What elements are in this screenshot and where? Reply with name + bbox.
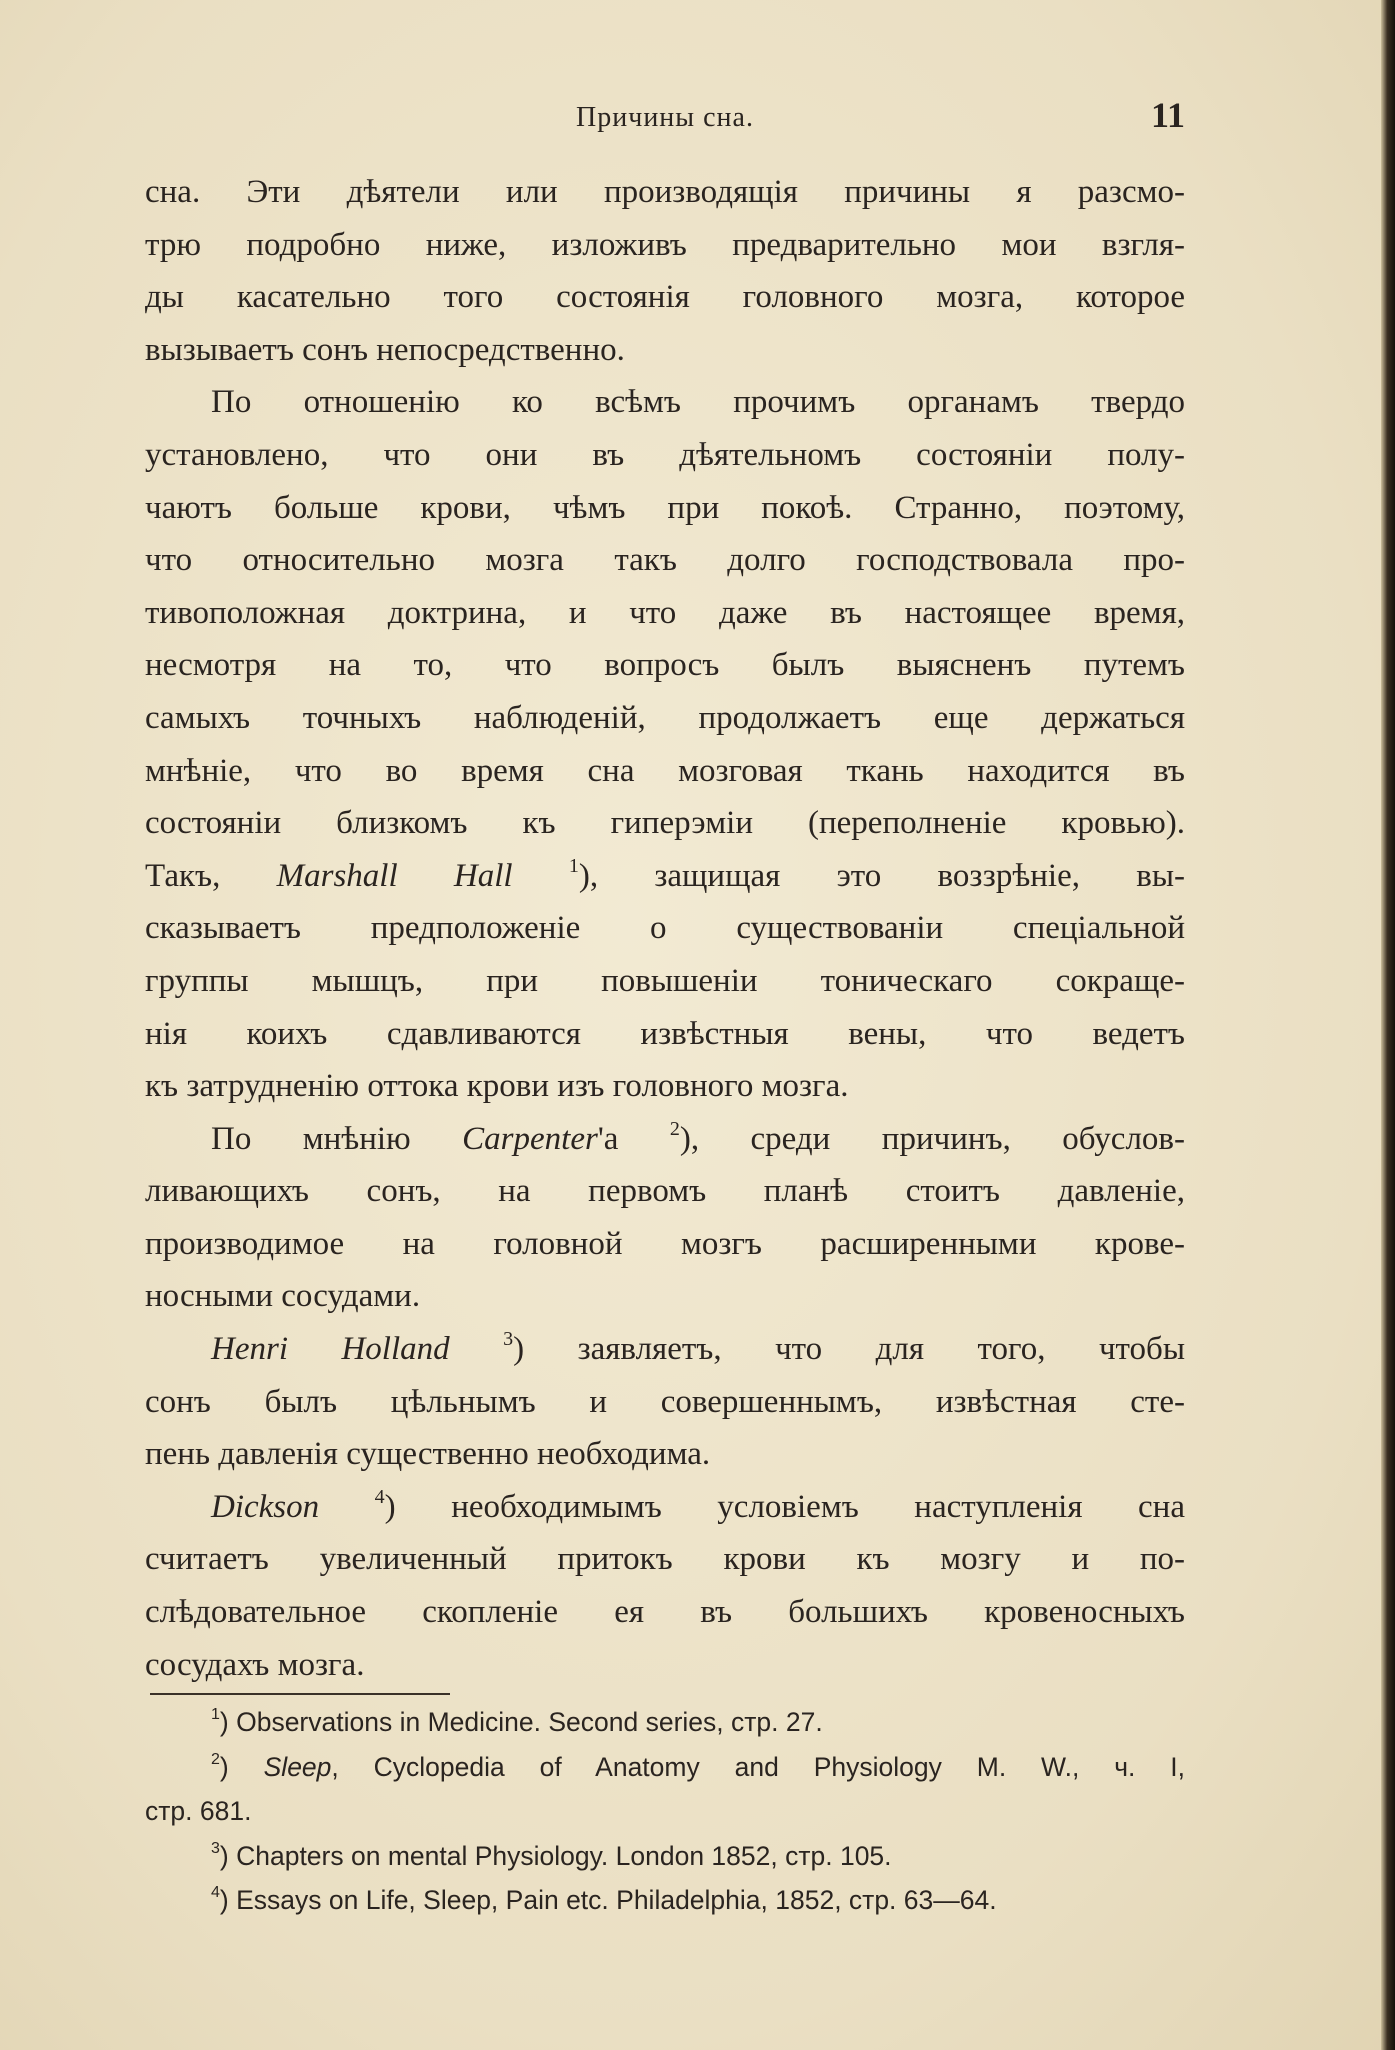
footnote-separator — [150, 1693, 450, 1695]
text-line: сонъ былъ цѣльнымъ и совершеннымъ, извѣстная сте- — [145, 1383, 1185, 1420]
footnote — [145, 1878, 1185, 1923]
footnote — [145, 1700, 1185, 1745]
footnote-text: ) Chapters on mental Physiology. London 1852, стр. 105. — [219, 1840, 892, 1871]
text-line: ливающихъ сонъ, на первомъ планѣ стоитъ давленіе, — [145, 1173, 1185, 1210]
text-line: установлено, что они въ дѣятельномъ состояніи полу- — [145, 436, 1185, 473]
text-line: несмотря на то, что вопросъ былъ выясненъ путемъ — [145, 647, 1185, 684]
text-line: сосудахъ мозга. — [145, 1646, 365, 1683]
text-run: По мнѣнію — [211, 1120, 411, 1157]
text-line: ды касательно того состоянія головного мозга, которое — [145, 279, 1185, 316]
text-line — [145, 1113, 1185, 1166]
footnote-title: Sleep — [263, 1751, 332, 1782]
footnote-ref: 3 — [503, 1328, 514, 1351]
text-line: носными сосудами. — [145, 1278, 421, 1315]
running-head: Причины сна. — [576, 102, 754, 133]
text-line: нія коихъ сдавливаются извѣстныя вены, что ведетъ — [145, 1015, 1185, 1052]
text-run: ) необходимымъ условіемъ наступленія сна — [384, 1488, 1185, 1525]
text-run: Такъ, — [145, 857, 221, 894]
text-line: самыхъ точныхъ наблюденій, продолжаетъ еще держаться — [145, 699, 1185, 736]
text-line: группы мышцъ, при повышеніи тоническаго сокраще- — [145, 962, 1185, 999]
text-line: трю подробно ниже, изложивъ предварительно мои взгля- — [145, 226, 1185, 263]
text-line: По отношенію ко всѣмъ прочимъ органамъ твердо — [211, 384, 1185, 421]
text-line: состояніи близкомъ къ гиперэміи (переполненіе кровью). — [145, 805, 1185, 842]
footnotes — [145, 1700, 1185, 1923]
text-line: слѣдовательное скопленіе ея въ большихъ кровеносныхъ — [145, 1594, 1185, 1631]
text-line: пень давленія существенно необходима. — [145, 1436, 711, 1473]
footnote-marker: 4 — [211, 1884, 220, 1902]
main-text — [145, 166, 1185, 1691]
page-header — [145, 95, 1185, 138]
page-number: 11 — [1150, 95, 1185, 135]
text-line: считаетъ увеличенный притокъ крови къ мозгу и по- — [145, 1541, 1185, 1578]
footnote-ref: 2 — [669, 1117, 680, 1140]
author-name: Carpenter — [462, 1120, 598, 1157]
text-line: вызываетъ сонъ непосредственно. — [145, 331, 625, 368]
footnote — [145, 1745, 1185, 1790]
text-line: сна. Эти дѣятели или производящія причины я разсмо- — [145, 174, 1185, 210]
footnote — [145, 1834, 1185, 1879]
footnote-text: ) Essays on Life, Sleep, Pain etc. Philadelphia, 1852, стр. 63—64. — [219, 1885, 997, 1915]
author-name: Marshall Hall — [276, 857, 513, 894]
text-run: 'а — [597, 1120, 619, 1157]
text-run: ) заявляетъ, что для того, чтобы — [513, 1331, 1185, 1368]
footnote-ref: 4 — [374, 1485, 385, 1508]
author-name: Henri Holland — [211, 1331, 450, 1368]
text-line: мнѣніе, что во время сна мозговая ткань находится въ — [145, 752, 1185, 789]
author-name: Dickson — [211, 1488, 320, 1525]
text-line: сказываетъ предположеніе о существованіи спеціальной — [145, 910, 1185, 947]
footnote-text: ) — [219, 1751, 229, 1782]
text-line: тивоположная доктрина, и что даже въ настоящее время, — [145, 594, 1185, 631]
text-line: чаютъ больше крови, чѣмъ при покоѣ. Странно, поэтому, — [145, 489, 1185, 526]
text-line: къ затрудненію оттока крови изъ головного мозга. — [145, 1068, 849, 1105]
footnote-text: ) Observations in Medicine. Second series, стр. 27. — [219, 1707, 823, 1737]
text-line — [145, 850, 1185, 903]
text-line — [145, 1481, 1185, 1534]
footnote-continuation: стр. 681. — [145, 1796, 252, 1826]
footnote-marker: 3 — [211, 1839, 220, 1857]
text-run: ), среди причинъ, обуслов- — [679, 1120, 1185, 1157]
text-line — [145, 1323, 1185, 1376]
text-run: ), защищая это воззрѣніе, вы- — [578, 857, 1185, 894]
footnote-marker: 2 — [211, 1750, 220, 1768]
text-line: что относительно мозга такъ долго господствовала про- — [145, 542, 1185, 579]
text-line: производимое на головной мозгъ расширенными крове- — [145, 1225, 1185, 1262]
footnote-text: , Cyclopedia of Anatomy and Physiology M. W., ч. I, — [331, 1751, 1185, 1782]
footnote-ref: 1 — [568, 854, 579, 877]
page-edge-shadow — [1381, 0, 1395, 2050]
footnote-marker: 1 — [211, 1706, 220, 1724]
